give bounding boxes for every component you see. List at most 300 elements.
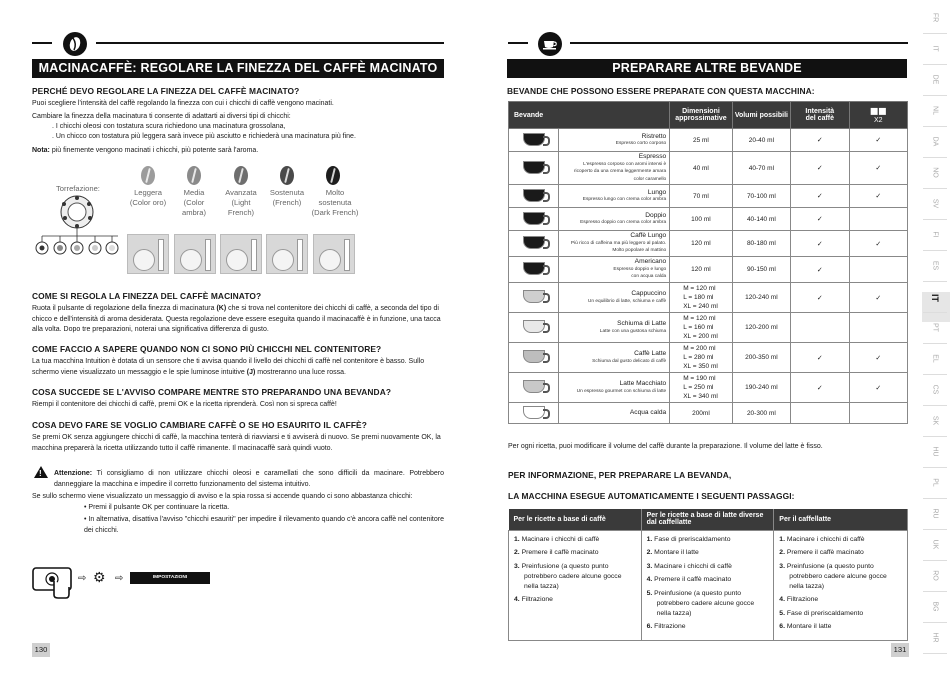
table-row bbox=[509, 231, 908, 257]
roast-bean-icon bbox=[280, 166, 294, 185]
volume-value: 120-240 ml bbox=[745, 294, 778, 301]
section-heading: COSA DEVO FARE SE VOGLIO CAMBIARE CAFFÈ O SE HO ESAURITO IL CAFFÈ? bbox=[32, 420, 367, 430]
language-tab-no[interactable]: NO bbox=[931, 167, 939, 178]
volume-cell bbox=[732, 283, 790, 313]
drink-name: Doppio bbox=[645, 211, 667, 219]
table-header-row bbox=[509, 509, 908, 530]
volume-cell bbox=[732, 343, 790, 373]
bullet-text: In alternativa, disattiva l'avviso "chicchi esauriti" per impedire il rilevamento quando c'è ancora caffè nel contenitore dei chicchi. bbox=[84, 516, 444, 534]
drink-description: color caramello bbox=[633, 176, 667, 182]
language-tab-sv[interactable]: SV bbox=[931, 198, 939, 209]
cup-cell bbox=[509, 403, 559, 424]
cup-icon bbox=[523, 161, 545, 174]
size-line: M = 120 ml bbox=[683, 285, 716, 292]
size-line: L = 250 ml bbox=[683, 384, 714, 391]
intensity-cell bbox=[791, 403, 849, 424]
drink-name: Schiuma di Latte bbox=[617, 320, 667, 327]
text-run: Ruota il pulsante di regolazione della finezza di macinatura bbox=[32, 305, 217, 312]
x2-cell bbox=[849, 185, 907, 208]
step-text: Macinare i chicchi di caffè bbox=[786, 535, 865, 543]
size-line: L = 160 ml bbox=[683, 324, 714, 331]
section-heading: PER INFORMAZIONE, PER PREPARARE LA BEVANDA, bbox=[508, 470, 732, 480]
language-tab-da[interactable]: DA bbox=[931, 136, 939, 147]
header-line: approssimative bbox=[675, 115, 727, 122]
bullet-item: . Un chicco con tostatura più leggera sarà invece più asciutto e richiederà una macinatura più fine. bbox=[52, 133, 356, 140]
step-number: 2. bbox=[514, 549, 520, 556]
col-header-drinks: Bevande bbox=[509, 102, 670, 129]
step-item bbox=[647, 589, 769, 619]
cup-cell bbox=[509, 343, 559, 373]
drink-name-cell bbox=[559, 403, 670, 424]
arrow-right-icon: ⇨ bbox=[115, 573, 124, 584]
coffee-cup-icon bbox=[538, 32, 562, 56]
cup-icon bbox=[523, 212, 545, 225]
step-text: Fase di preriscaldamento bbox=[654, 535, 731, 543]
check-icon: ✓ bbox=[816, 193, 823, 200]
settings-button[interactable]: IMPOSTAZIONI bbox=[130, 572, 210, 584]
x2-cell bbox=[849, 231, 907, 257]
language-tab-it[interactable]: IT bbox=[930, 294, 940, 302]
intensity-cell bbox=[791, 283, 849, 313]
size-value: 25 ml bbox=[692, 136, 709, 144]
x2-cell bbox=[849, 373, 907, 403]
size-line: L = 280 ml bbox=[683, 354, 714, 361]
check-icon: ✓ bbox=[875, 193, 882, 200]
table-row bbox=[509, 152, 908, 185]
size-cell bbox=[670, 231, 732, 257]
check-icon: ✓ bbox=[816, 216, 823, 223]
cup-cell bbox=[509, 231, 559, 257]
volume-cell bbox=[732, 257, 790, 283]
step-text: Preinfusione (a questo punto potrebbero cadere alcune gocce nella tazza) bbox=[786, 562, 887, 590]
x2-cell bbox=[849, 283, 907, 313]
volume-cell bbox=[732, 152, 790, 185]
cup-cell bbox=[509, 208, 559, 231]
note bbox=[32, 146, 444, 157]
roast-level-line: French) bbox=[227, 208, 255, 217]
grind-setting-image bbox=[266, 234, 308, 274]
size-value: 200ml bbox=[692, 409, 710, 417]
touch-screen-icon bbox=[32, 567, 74, 599]
x2-cell bbox=[849, 257, 907, 283]
drink-name: Americano bbox=[634, 258, 667, 266]
volume-value: 20-40 ml bbox=[748, 136, 775, 144]
cup-icon bbox=[523, 320, 545, 333]
size-cell bbox=[670, 283, 732, 313]
x2-cell bbox=[849, 403, 907, 424]
section-heading: COME FACCIO A SAPERE QUANDO NON CI SONO PIÙ CHICCHI NEL CONTENITORE? bbox=[32, 344, 382, 354]
grind-setting-image bbox=[313, 234, 355, 274]
coffee-bean-icon bbox=[63, 32, 87, 56]
roast-level-line: (Color ambra) bbox=[181, 198, 207, 217]
size-line: M = 190 ml bbox=[683, 375, 716, 382]
drink-name-cell bbox=[559, 283, 670, 313]
step-text: Filtrazione bbox=[786, 596, 819, 603]
language-tab-cs[interactable]: CS bbox=[931, 384, 939, 395]
text-run: La tua macchina Intuition è dotata di un sensore che ti avvisa quando il livello dei chicchi di caffè nel contenitore è basso. Sullo schermo viene visualizzato un messaggio e le spie luminose intuitive bbox=[32, 358, 425, 376]
check-icon: ✓ bbox=[875, 354, 882, 362]
paragraph: Se sullo schermo viene visualizzato un messaggio di avviso e la spia rossa si accende quando ci sono abbastanza chicchi: bbox=[32, 493, 413, 500]
volume-value: 20-300 ml bbox=[746, 409, 776, 417]
step-number: 5. bbox=[646, 589, 653, 597]
table-row bbox=[509, 530, 908, 640]
note-label: Nota: bbox=[32, 147, 50, 154]
cup-cell bbox=[509, 152, 559, 185]
drink-name: Lungo bbox=[647, 188, 667, 196]
intensity-cell bbox=[791, 343, 849, 373]
language-tab-pt[interactable]: PT bbox=[931, 323, 939, 332]
language-tab-nl[interactable]: NL bbox=[931, 106, 939, 115]
volume-cell bbox=[732, 231, 790, 257]
steps-list bbox=[514, 535, 636, 606]
drink-description: Espresso corto corposo bbox=[615, 141, 667, 146]
language-tab-it[interactable]: IT bbox=[931, 45, 939, 52]
table-row bbox=[509, 343, 908, 373]
step-item bbox=[647, 562, 769, 572]
drink-name-cell bbox=[559, 313, 670, 343]
step-item bbox=[779, 562, 902, 592]
page-number: 130 bbox=[32, 643, 50, 657]
size-line: XL = 200 ml bbox=[683, 333, 718, 340]
cup-icon bbox=[523, 350, 545, 363]
step-number: 6. bbox=[779, 623, 785, 630]
step-text: Filtrazione bbox=[654, 623, 686, 630]
check-icon: ✓ bbox=[816, 266, 823, 274]
cup-icon bbox=[523, 236, 545, 249]
step-item bbox=[514, 535, 636, 545]
size-cell bbox=[670, 185, 732, 208]
volume-cell bbox=[732, 373, 790, 403]
drink-name-cell bbox=[559, 185, 670, 208]
step-text: Macinare i chicchi di caffè bbox=[654, 562, 732, 570]
drink-description: Espresso lungo con crema color ambra bbox=[582, 197, 667, 202]
language-tab-de[interactable]: DE bbox=[931, 74, 939, 85]
intensity-cell bbox=[791, 313, 849, 343]
volume-cell bbox=[732, 129, 790, 152]
cup-cell bbox=[509, 313, 559, 343]
volume-value: 70-100 ml bbox=[746, 192, 776, 200]
volume-cell bbox=[732, 403, 790, 424]
roast-level bbox=[305, 188, 365, 218]
step-number: 4. bbox=[779, 596, 785, 603]
cup-cell bbox=[509, 257, 559, 283]
step-text: Preinfusione (a questo punto potrebbero cadere alcune gocce nella tazza) bbox=[521, 562, 622, 590]
x2-cell bbox=[849, 129, 907, 152]
process-cell bbox=[641, 530, 774, 640]
col-header-x2 bbox=[849, 102, 907, 129]
size-line: M = 200 ml bbox=[683, 345, 716, 352]
language-tab-uk[interactable]: UK bbox=[931, 539, 939, 550]
size-cell bbox=[670, 129, 732, 152]
volume-value: 120-200 ml bbox=[745, 324, 778, 331]
language-tab-ru[interactable]: RU bbox=[931, 508, 939, 519]
step-number: 2. bbox=[646, 549, 653, 556]
page-number: 131 bbox=[891, 643, 909, 657]
cup-icon bbox=[523, 189, 545, 202]
intensity-cell bbox=[791, 208, 849, 231]
warning-body: Ti consigliamo di non utilizzare chicchi oleosi e caramellati che sono difficili da macinare. Potrebbero danneggiare la macchina e impedire il corretto funzionamento del sistema intuitivo. bbox=[54, 470, 444, 488]
cup-cell bbox=[509, 283, 559, 313]
volume-cell bbox=[732, 313, 790, 343]
volume-cell bbox=[732, 208, 790, 231]
roast-level-line: Sostenuta bbox=[269, 188, 305, 197]
text-run: che si trova nel contenitore dei chicchi di caffè, a seconda del tipo di chicco e dell'intensità di aroma desiderata. Questa regolazione deve essere eseguita quando il macinacaffè è in funzione, una tacca alla volta. Dopo tre preparazioni, noterai una significativa differenza di gusto. bbox=[32, 305, 441, 333]
language-tab-ro[interactable]: RO bbox=[931, 570, 939, 581]
language-tabs bbox=[920, 0, 950, 674]
language-tab-hu[interactable]: HU bbox=[931, 446, 939, 457]
col-header: Per le ricette a base di caffè bbox=[509, 509, 642, 530]
drink-description: Espresso doppio con crema color ambra bbox=[580, 220, 667, 225]
warning-icon: ! bbox=[34, 466, 48, 478]
roast-label: Torrefazione: bbox=[56, 184, 100, 193]
drink-name-cell bbox=[559, 257, 670, 283]
size-cell bbox=[670, 343, 732, 373]
step-number: 1. bbox=[646, 535, 653, 543]
header-line: Intensità bbox=[805, 108, 835, 115]
volume-value: 40-140 ml bbox=[746, 215, 776, 223]
process-table bbox=[508, 509, 908, 641]
table-row bbox=[509, 403, 908, 424]
language-tab-pl[interactable]: PL bbox=[931, 478, 939, 487]
section-heading: PERCHÉ DEVO REGOLARE LA FINEZZA DEL CAFFÈ MACINATO? bbox=[32, 86, 300, 96]
roast-bean-icon bbox=[187, 166, 201, 185]
step-item bbox=[647, 535, 769, 545]
language-tab-fr[interactable]: FR bbox=[931, 12, 939, 23]
step-item bbox=[647, 622, 769, 632]
check-icon: ✓ bbox=[816, 165, 823, 172]
roast-level-line: Leggera bbox=[134, 188, 162, 197]
check-icon: ✓ bbox=[816, 240, 823, 248]
step-text: Premere il caffè macinato bbox=[786, 549, 864, 556]
drink-name-cell bbox=[559, 152, 670, 185]
intensity-cell bbox=[791, 152, 849, 185]
language-tab-es[interactable]: ES bbox=[931, 260, 939, 271]
roast-bean-icon bbox=[326, 166, 340, 185]
gear-icon: ⚙ bbox=[93, 569, 106, 585]
roast-level-line: Media bbox=[183, 188, 205, 197]
size-value: 100 ml bbox=[691, 215, 711, 223]
table-row bbox=[509, 129, 908, 152]
paragraph: Se premi OK senza aggiungere chicchi di caffè, la macchina tenterà di riavviarsi e ti avviserà di nuovo. Se premi nuovamente OK, la macchina preparerà la ricetta utilizzando tutto il caffè rimanente. Il macinacaffè sarà quindi vuoto. bbox=[32, 434, 441, 452]
step-item bbox=[779, 622, 902, 632]
table-row bbox=[509, 185, 908, 208]
check-icon: ✓ bbox=[875, 165, 882, 172]
section-heading: COME SI REGOLA LA FINEZZA DEL CAFFÈ MACINATO? bbox=[32, 291, 262, 301]
volume-value: 40-70 ml bbox=[748, 164, 775, 172]
step-number: 3. bbox=[514, 562, 520, 570]
section-heading: BEVANDE CHE POSSONO ESSERE PREPARATE CON QUESTA MACCHINA: bbox=[507, 86, 815, 96]
header-rule-left-long bbox=[96, 42, 444, 44]
language-tab-sk[interactable]: SK bbox=[931, 415, 939, 426]
bullet-item: . I chicchi oleosi con tostatura scura richiedono una macinatura grossolana, bbox=[52, 123, 286, 130]
language-separator bbox=[923, 281, 947, 282]
volume-value: 80-180 ml bbox=[746, 240, 776, 247]
language-tab-fi[interactable]: FI bbox=[931, 231, 939, 238]
note-text: più finemente vengono macinati i chicchi, più potente sarà l'aroma. bbox=[49, 147, 259, 154]
grinder-illustration bbox=[32, 192, 124, 268]
volume-cell bbox=[732, 185, 790, 208]
drink-description: Molto popolare al mattino bbox=[612, 248, 667, 254]
step-text: Filtrazione bbox=[521, 596, 553, 603]
volume-value: 90-150 ml bbox=[746, 266, 776, 273]
header-rule-right bbox=[508, 42, 528, 44]
col-header: Per il caffellatte bbox=[774, 509, 908, 530]
drink-description: Un espresso gourmet con schiuma di latte bbox=[576, 388, 667, 394]
steps-list bbox=[779, 535, 902, 633]
roast-level-line: (Dark French) bbox=[311, 208, 359, 217]
drink-description: Un equilibrio di latte, schiuma e caffè bbox=[587, 298, 667, 304]
paragraph: Puoi scegliere l'intensità del caffè regolando la finezza con cui i chicchi di caffè vengono macinati. bbox=[32, 100, 334, 107]
check-icon: ✓ bbox=[816, 294, 823, 302]
step-number: 2. bbox=[779, 549, 785, 556]
size-value: 120 ml bbox=[691, 240, 711, 247]
drink-description: L'espresso corposo con aromi intensi è bbox=[583, 161, 667, 167]
table-header-row bbox=[509, 102, 908, 129]
check-icon: ✓ bbox=[816, 354, 823, 362]
cup-cell bbox=[509, 185, 559, 208]
drink-name-cell bbox=[559, 208, 670, 231]
bullet-text: Premi il pulsante OK per continuare la ricetta. bbox=[88, 504, 230, 511]
step-number: 1. bbox=[779, 535, 785, 543]
drink-name: Caffè Lungo bbox=[630, 232, 667, 240]
col-header-intensity bbox=[791, 102, 849, 129]
drink-name-cell bbox=[559, 231, 670, 257]
roast-level bbox=[171, 188, 217, 218]
check-icon: ✓ bbox=[875, 294, 882, 302]
col-header-size bbox=[670, 102, 732, 129]
intensity-cell bbox=[791, 185, 849, 208]
process-cell bbox=[509, 530, 642, 640]
drink-name: Latte Macchiato bbox=[619, 380, 667, 387]
x2-cell bbox=[849, 313, 907, 343]
drink-name: Espresso bbox=[638, 153, 667, 160]
drink-description: Espresso doppio e lungo bbox=[613, 266, 667, 272]
step-number: 1. bbox=[514, 535, 520, 543]
paragraph: Cambiare la finezza della macinatura ti consente di adattarti ai diversi tipi di chicchi: bbox=[32, 113, 291, 120]
intensity-cell bbox=[791, 231, 849, 257]
size-value: 120 ml bbox=[691, 266, 711, 273]
step-text: Preinfusione (a questo punto potrebbero cadere alcune gocce nella tazza) bbox=[654, 589, 755, 617]
paragraph bbox=[32, 357, 444, 378]
cup-cell bbox=[509, 129, 559, 152]
cup-icon bbox=[523, 380, 545, 393]
drink-description: Schiuma dal gusto delicato di caffè bbox=[592, 358, 667, 364]
roast-level-line: (Color oro) bbox=[129, 198, 167, 207]
table-row bbox=[509, 257, 908, 283]
step-text: Montare il latte bbox=[786, 623, 832, 630]
steps-list bbox=[647, 535, 769, 633]
language-tab-hr[interactable]: HR bbox=[931, 632, 939, 643]
table-row bbox=[509, 208, 908, 231]
page-title: MACINACAFFÈ: REGOLARE LA FINEZZA DEL CAFFÈ MACINATO bbox=[32, 59, 444, 78]
step-number: 6. bbox=[646, 623, 653, 630]
table-row bbox=[509, 373, 908, 403]
roast-level-line: Molto bbox=[325, 188, 345, 197]
cup-icon bbox=[523, 406, 545, 419]
drink-description: Latte con una gustosa schiuma bbox=[599, 328, 667, 334]
roast-level-line: sostenuta bbox=[318, 198, 352, 207]
step-item bbox=[779, 548, 902, 558]
roast-bean-icon bbox=[141, 166, 155, 185]
process-cell bbox=[774, 530, 908, 640]
bullet-item: • Premi il pulsante OK per continuare la ricetta. bbox=[84, 504, 230, 511]
size-line: M = 120 ml bbox=[683, 315, 716, 322]
drink-name: Acqua calda bbox=[629, 409, 667, 417]
roast-bean-icon bbox=[234, 166, 248, 185]
bullet-item: • In alternativa, disattiva l'avviso "chicchi esauriti" per impedire il rilevamento quando c'è ancora caffè nel contenitore dei chicchi. bbox=[84, 516, 444, 534]
step-item bbox=[514, 548, 636, 558]
intensity-cell bbox=[791, 373, 849, 403]
step-item bbox=[779, 609, 902, 619]
drink-description: Più ricco di caffeina ma più leggero al palato. bbox=[570, 240, 667, 246]
language-tab-bg[interactable]: BG bbox=[931, 601, 939, 612]
size-line: XL = 350 ml bbox=[683, 363, 718, 370]
cup-icon bbox=[523, 133, 545, 146]
drink-name-cell bbox=[559, 129, 670, 152]
step-item bbox=[647, 575, 769, 585]
language-tab-el[interactable]: EL bbox=[931, 354, 939, 363]
step-item bbox=[779, 595, 902, 605]
drink-description: ricoperto da una crema leggermente amara bbox=[573, 169, 667, 174]
step-text: Montare il latte bbox=[654, 549, 699, 556]
section-heading: LA MACCHINA ESEGUE AUTOMATICAMENTE I SEGUENTI PASSAGGI: bbox=[508, 491, 795, 501]
table-row bbox=[509, 313, 908, 343]
check-icon: ✓ bbox=[875, 137, 882, 144]
paragraph: Riempi il contenitore dei chicchi di caffè, premi OK e la ricetta riprenderà. Così non si spreca caffè! bbox=[32, 401, 337, 408]
step-number: 3. bbox=[646, 562, 653, 570]
drink-description: con acqua calda bbox=[631, 274, 667, 280]
step-text: Macinare i chicchi di caffè bbox=[521, 535, 600, 543]
roast-level bbox=[218, 188, 264, 218]
section-heading: COSA SUCCEDE SE L'AVVISO COMPARE MENTRE STO PREPARANDO UNA BEVANDA? bbox=[32, 387, 392, 397]
size-value: 40 ml bbox=[692, 164, 709, 172]
x2-cell bbox=[849, 343, 907, 373]
header-line: X2 bbox=[873, 116, 883, 124]
step-item bbox=[779, 535, 902, 545]
step-number: 5. bbox=[779, 609, 785, 617]
roast-level-line: (Light bbox=[231, 198, 251, 207]
size-value: 70 ml bbox=[692, 192, 709, 200]
header-rule-right-long bbox=[570, 42, 908, 44]
intensity-cell bbox=[791, 257, 849, 283]
paragraph bbox=[32, 304, 444, 336]
cup-cell bbox=[509, 373, 559, 403]
size-cell bbox=[670, 257, 732, 283]
size-cell bbox=[670, 403, 732, 424]
warning-label: Attenzione: bbox=[54, 470, 93, 477]
check-icon: ✓ bbox=[816, 137, 823, 144]
size-line: L = 180 ml bbox=[683, 294, 714, 301]
roast-level bbox=[264, 188, 310, 208]
step-item bbox=[514, 595, 636, 605]
check-icon: ✓ bbox=[875, 384, 882, 392]
drink-name-cell bbox=[559, 373, 670, 403]
header-line: del caffè bbox=[805, 115, 835, 122]
step-item bbox=[514, 562, 636, 592]
cup-icon bbox=[523, 262, 545, 275]
step-text: Premere il caffè macinato bbox=[521, 549, 599, 556]
step-text: Premere il caffè macinato bbox=[654, 576, 732, 583]
cup-icon bbox=[523, 290, 545, 303]
volume-value: 190-240 ml bbox=[745, 384, 778, 391]
check-icon: ✓ bbox=[875, 240, 882, 248]
text-run: mostreranno una luce rossa. bbox=[255, 368, 347, 376]
size-cell bbox=[670, 313, 732, 343]
table-row bbox=[509, 283, 908, 313]
arrow-right-icon: ⇨ bbox=[78, 573, 87, 584]
drink-name: Caffè Latte bbox=[634, 350, 667, 357]
step-number: 4. bbox=[514, 596, 520, 603]
